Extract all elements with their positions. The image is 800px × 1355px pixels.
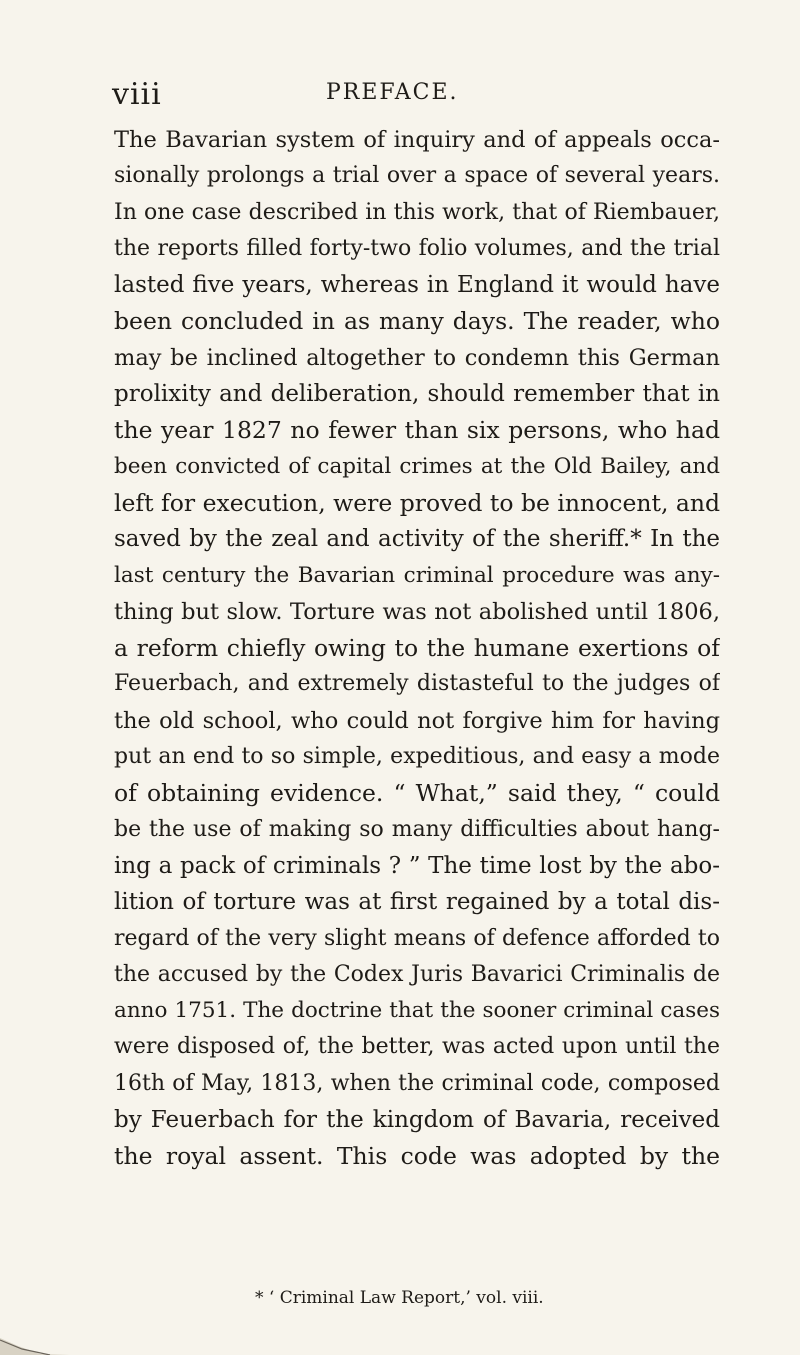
text-line: Feuerbach, and extremely distasteful to the judges of xyxy=(114,671,720,697)
text-line: lasted five years, whereas in England it would have xyxy=(114,272,720,299)
text-line: last century the Bavarian criminal procedure was any- xyxy=(114,562,720,588)
text-line: been convicted of capital crimes at the Old Bailey, and xyxy=(114,453,720,479)
text-line: been concluded in as many days. The reader, who xyxy=(114,307,720,336)
text-line: saved by the zeal and activity of the sheriff.* In the xyxy=(114,526,720,553)
text-line: The Bavarian system of inquiry and of appeals occa- xyxy=(114,127,720,153)
text-line: the year 1827 no fewer than six persons, who had xyxy=(114,416,720,445)
text-line: anno 1751. The doctrine that the sooner criminal cases xyxy=(114,998,720,1024)
text-line: of obtaining evidence. “ What,” said they, “ could xyxy=(114,779,720,808)
text-line: be the use of making so many difficulties about hang- xyxy=(114,816,720,842)
running-head: PREFACE. xyxy=(326,80,459,105)
text-line: regard of the very slight means of defence afforded to xyxy=(114,925,720,951)
text-line: may be inclined altogether to condemn this German xyxy=(114,344,720,371)
text-line: In one case described in this work, that of Riembauer, xyxy=(114,199,720,225)
footnote: * ‘ Criminal Law Report,’ vol. viii. xyxy=(255,1288,544,1308)
text-line: a reform chiefly owing to the humane exertions of xyxy=(114,634,720,663)
text-line: 16th of May, 1813, when the criminal code, composed xyxy=(114,1070,720,1096)
text-line: thing but slow. Torture was not abolished until 1806, xyxy=(114,598,720,625)
text-line: prolixity and deliberation, should remember that in xyxy=(114,381,720,408)
text-line: left for execution, were proved to be innocent, and xyxy=(114,488,720,517)
text-line: the royal assent. This code was adopted by the xyxy=(114,1142,720,1171)
page-number: viii xyxy=(112,77,162,112)
text-line: were disposed of, the better, was acted upon until the xyxy=(114,1034,720,1060)
text-line: lition of torture was at first regained by a total dis- xyxy=(114,889,720,916)
text-line: ing a pack of criminals ? ” The time lost by the abo- xyxy=(114,852,720,879)
body-text xyxy=(114,122,720,1175)
page-edge-shadow xyxy=(0,1330,70,1355)
text-line: by Feuerbach for the kingdom of Bavaria, received xyxy=(114,1107,720,1134)
text-line: put an end to so simple, expeditious, and easy a mode xyxy=(114,744,720,770)
text-line: the old school, who could not forgive him for having xyxy=(114,707,720,734)
text-line: the accused by the Codex Juris Bavarici Criminalis de xyxy=(114,961,720,987)
text-line: sionally prolongs a trial over a space of several years. xyxy=(114,163,720,189)
text-line: the reports filled forty-two folio volumes, and the trial xyxy=(114,235,720,261)
